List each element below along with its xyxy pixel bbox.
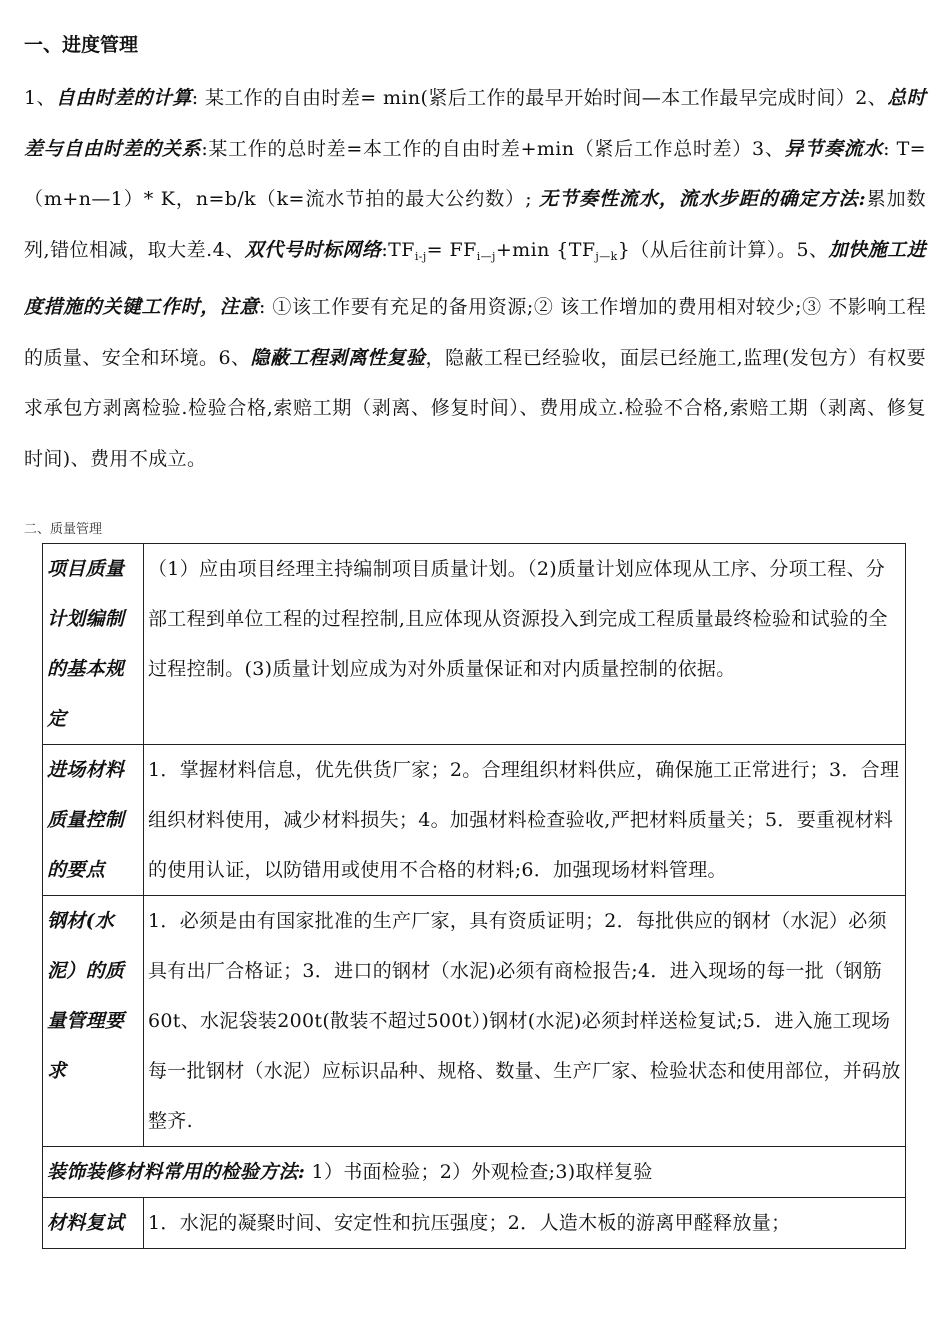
table-row xyxy=(43,1198,906,1249)
item-heading: 无节奏性流水，流水步距的确定方法: xyxy=(539,188,867,210)
item-text: : ①该工作要有充足的备用资源;② 该工作增加的费用相对较少;③ 不影响工程的质量、安全和环境。 xyxy=(24,296,926,369)
row-text: 1）书面检验；2）外观检查;3)取样复验 xyxy=(305,1161,653,1183)
row-label: 进场材料质量控制的要点 xyxy=(43,745,144,896)
row-label: 材料复试 xyxy=(43,1198,144,1249)
item-heading: 自由时差的计算 xyxy=(55,87,192,109)
row-label: 钢材(水泥）的质量管理要求 xyxy=(43,896,144,1147)
table-row xyxy=(43,745,906,896)
table-row xyxy=(43,1147,906,1198)
item-text: : T=（m+n—1）* K，n=b/k（k=流水节拍的最大公约数）; xyxy=(24,137,926,210)
item-text: +min {TF xyxy=(495,238,596,261)
item-text: :TF xyxy=(381,238,415,261)
subscript: j—k xyxy=(595,249,618,263)
item-heading: 双代号时标网络 xyxy=(244,238,382,261)
quality-table xyxy=(42,543,906,1249)
item-heading: 隐蔽工程剥离性复验 xyxy=(250,346,426,369)
item-heading: 加快施工进度措施的关键工作时，注意 xyxy=(24,238,927,318)
table-row xyxy=(43,544,906,745)
item-number: 4、 xyxy=(212,238,245,261)
row-content: 1．必须是由有国家批准的生产厂家，具有资质证明；2．每批供应的钢材（水泥）必须具有出厂合格证；3．进口的钢材（水泥)必须有商检报告;4．进入现场的每一批（钢筋60t、水泥袋装200t(散装不超过500t）)钢材(水泥)必须封样送检复试;5．进入施工现场每一批钢材（水泥）应标识品种、规格、数量、生产厂家、检验状态和使用部位，并码放整齐. xyxy=(144,896,906,1147)
subscript: i—j xyxy=(476,249,496,263)
item-number: 5、 xyxy=(796,238,829,261)
item-heading: 总时差与自由时差的关系 xyxy=(24,87,926,160)
schedule-paragraph xyxy=(24,73,926,484)
row-content: 1．掌握材料信息，优先供货厂家；2。合理组织材料供应，确保施工正常进行；3．合理组织材料使用，减少材料损失；4。加强材料检查验收,严把材料质量关；5．要重视材料的使用认证，以防错用或使用不合格的材料;6．加强现场材料管理。 xyxy=(144,745,906,896)
item-text: = FF xyxy=(426,238,477,261)
item-number: 2、 xyxy=(855,87,888,109)
item-text: :某工作的总时差=本工作的自由时差+min（紧后工作总时差） xyxy=(201,137,753,160)
section-title-quality: 二、质量管理 xyxy=(24,522,103,537)
row-heading: 装饰装修材料常用的检验方法: xyxy=(47,1161,306,1183)
item-heading: 异节奏流水 xyxy=(784,137,884,160)
item-text: 累加数列,错位相减，取大差. xyxy=(24,188,926,261)
section-title-schedule: 一、进度管理 xyxy=(24,34,139,56)
item-number: 1、 xyxy=(24,87,56,109)
item-text: : 某工作的自由时差= min(紧后工作的最早开始时间—本工作最早完成时间） xyxy=(191,87,856,109)
item-text: ，隐蔽工程已经验收，面层已经施工,监理(发包方）有权要求承包方剥离检验.检验合格,索赔工期（剥离、修复时间）、费用成立.检验不合格,索赔工期（剥离、修复时间)、费用不成立。 xyxy=(24,346,926,470)
row-full xyxy=(43,1147,906,1198)
item-number: 3、 xyxy=(752,137,785,160)
item-text: }（从后往前计算）。 xyxy=(617,238,797,261)
subscript: i-j xyxy=(414,249,427,263)
row-label: 项目质量计划编制的基本规定 xyxy=(43,544,144,745)
item-number: 6、 xyxy=(218,346,251,369)
row-content: 1．水泥的凝聚时间、安定性和抗压强度；2．人造木板的游离甲醛释放量； xyxy=(144,1198,906,1249)
row-content: （1）应由项目经理主持编制项目质量计划。（2)质量计划应体现从工序、分项工程、分部工程到单位工程的过程控制,且应体现从资源投入到完成工程质量最终检验和试验的全过程控制。(3)质量计划应成为对外质量保证和对内质量控制的依据。 xyxy=(144,544,906,745)
table-row xyxy=(43,896,906,1147)
